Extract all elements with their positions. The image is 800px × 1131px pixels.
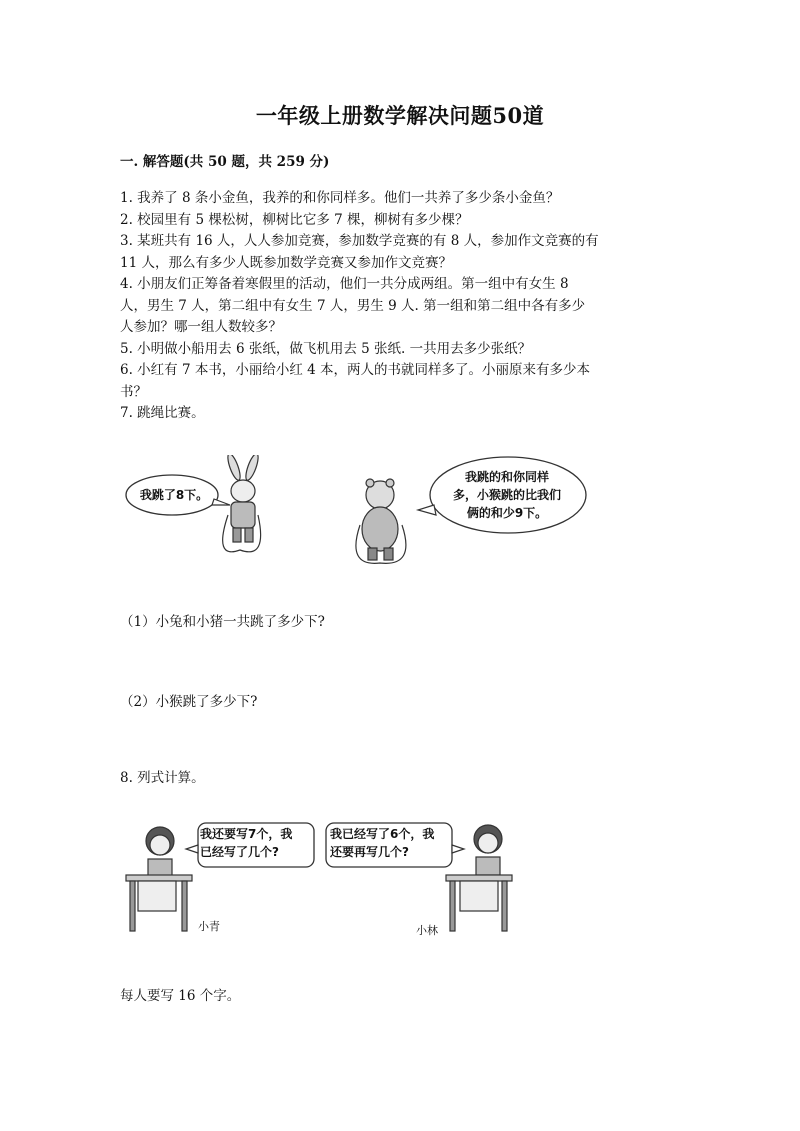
question-line: 7. 跳绳比赛。 [120,405,205,421]
pig-speech-line: 俩的和少9下。 [466,506,548,520]
boy-figure [446,825,512,931]
question-line: 3. 某班共有 16 人，人人参加竞赛，参加数学竞赛的有 8 人，参加作文竞赛的有 [120,233,599,249]
jump-rope-drawing [118,455,678,575]
girl-name-label: 小青 [198,920,220,933]
girl-speech [200,825,312,861]
rabbit-speech: 我跳了8下。 [139,488,209,502]
question-line: 5. 小明做小船用去 6 张纸，做飞机用去 5 张纸. 一共用去多少张纸？ [120,340,532,357]
q7-subquestion-1: （1）小兔和小猪一共跳了多少下? [120,614,325,630]
boy-speech-line: 我已经写了6个，我 [330,827,435,841]
pig-speech-line: 我跳的和你同样 [464,470,549,484]
pig-speech [432,468,582,522]
question-line: 人，男生 7 人，第二组中有女生 7 人，男生 9 人. 第一组和第二组中各有多少 [120,297,586,314]
question-line: 2. 校园里有 5 棵松树，柳树比它多 7 棵，柳树有多少棵？ [120,211,469,228]
girl-figure [126,827,192,931]
pig-speech-line: 多，小猴跳的比我们 [452,488,561,502]
rabbit-figure [223,455,261,552]
question-line: 4. 小朋友们正筹备着寒假里的活动，他们一共分成两组。第一组中有女生 8 [120,276,569,292]
boy-name-label: 小林 [416,924,438,937]
question-line: 1. 我养了 8 条小金鱼，我养的和你同样多。他们一共养了多少条小金鱼？ [120,190,560,206]
q7-subquestion-2: （2）小猴跳了多少下? [120,694,258,710]
question-line: 11 人，那么有多少人既参加数学竞赛又参加作文竞赛？ [120,254,452,271]
writing-drawing [118,815,518,940]
boy-speech [330,825,452,861]
question-line: 6. 小红有 7 本书，小丽给小红 4 本，两人的书就同样多了。小丽原来有多少本 [120,362,591,378]
girl-speech-line: 我还要写7个，我 [200,827,293,841]
page-title: 一年级上册数学解决问题50道 [255,103,545,128]
question-line: 人参加？哪一组人数较多？ [120,319,282,335]
writing-illustration [118,815,518,940]
question-list [120,188,680,425]
question-line: 书？ [120,383,147,400]
boy-speech-line: 还要再写几个? [330,845,409,859]
section-heading: 一. 解答题(共 50 题，共 259 分) [120,154,330,170]
jump-rope-illustration [118,455,678,575]
q8-heading: 8. 列式计算。 [120,770,205,786]
pig-figure [356,479,406,563]
girl-speech-line: 已经写了几个? [200,845,279,859]
q8-note: 每人要写 16 个字。 [120,988,241,1004]
